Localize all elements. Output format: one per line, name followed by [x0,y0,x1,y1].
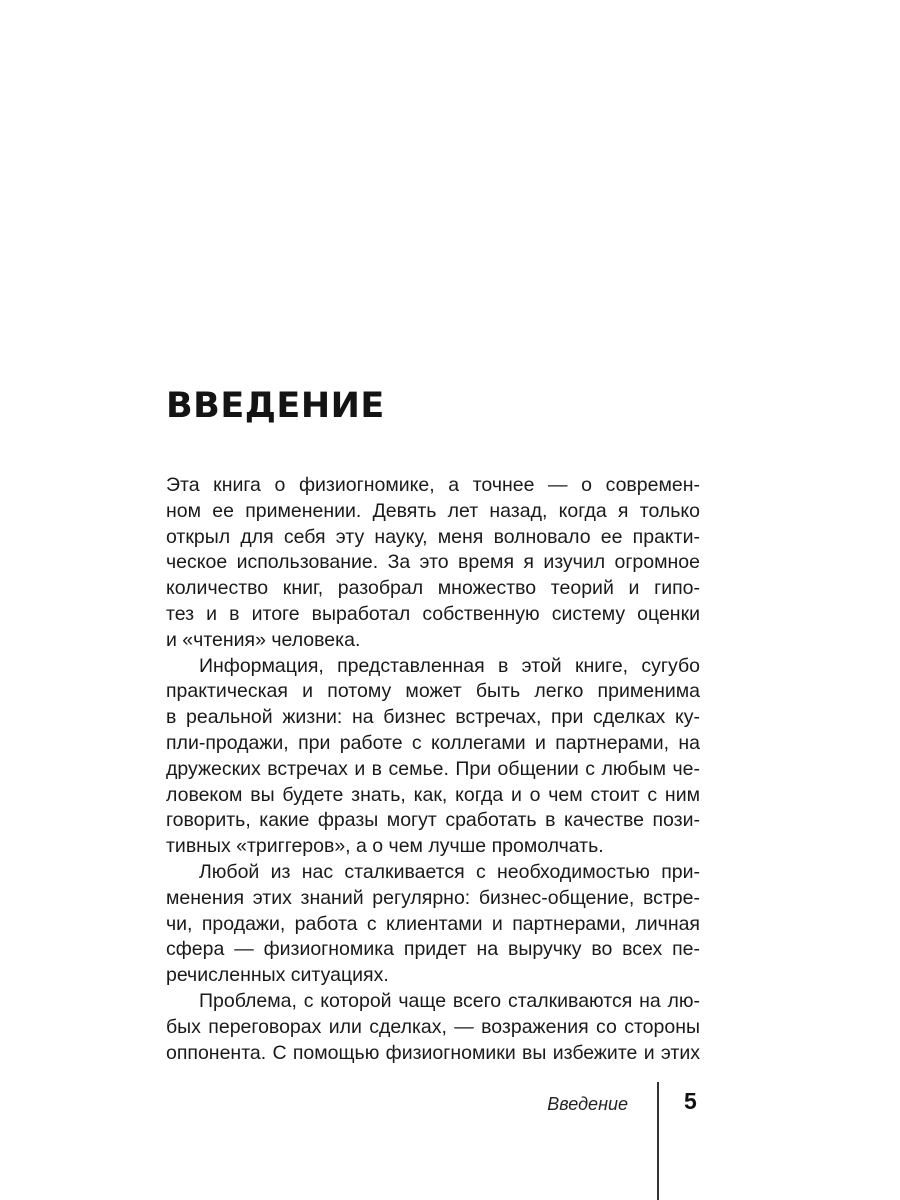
text-line: Любой из нас сталкивается с необходимостью при- [199,861,700,883]
page-number: 5 [684,1088,697,1114]
running-head: Введение [547,1094,628,1114]
text-line: ловеком вы будете знать, как, когда и о чем стоит с ним [166,783,700,806]
footer-divider [657,1082,659,1200]
text-line: оппонента. С помощью физиогномики вы избежите и этих [166,1041,700,1064]
text-line: практическая и потому может быть легко применима [166,680,700,703]
text-line: количество книг, разобрал множество теорий и гипо- [166,577,700,600]
text-line: тез и в итоге выработал собственную систему оценки [166,603,700,625]
text-line: сфера — физиогномика придет на выручку во всех пе- [166,938,700,961]
text-line: пли-продажи, при работе с коллегами и партнерами, на [166,732,700,754]
text-line: ческое использование. За это время я изучил огромное [166,551,700,574]
text-line: открыл для себя эту науку, меня волновало ее практи- [166,525,700,548]
text-line: и «чтения» человека. [166,628,361,651]
text-line: менения этих знаний регулярно: бизнес-общение, встре- [166,886,700,909]
text-line: дружеских встречах и в семье. При общении с любым че- [166,757,700,780]
text-line: Информация, представленная в этой книге, сугубо [199,654,700,677]
text-line: ном ее применении. Девять лет назад, когда я только [166,499,700,522]
text-line: чи, продажи, работа с клиентами и партнерами, личная [166,912,700,935]
text-line: говорить, какие фразы могут сработать в качестве пози- [166,809,700,832]
text-line: Эта книга о физиогномике, а точнее — о современ- [166,474,700,496]
text-line: Проблема, с которой чаще всего сталкиваются на лю- [199,990,700,1012]
text-line: бых переговорах или сделках, — возражения со стороны [166,1015,700,1038]
text-line: речисленных ситуациях. [166,964,389,987]
text-line: в реальной жизни: на бизнес встречах, при сделках ку- [166,706,700,729]
chapter-title: ВВЕДЕНИЕ [166,386,385,426]
text-line: тивных «триггеров», а о чем лучше промолчать. [166,835,604,858]
